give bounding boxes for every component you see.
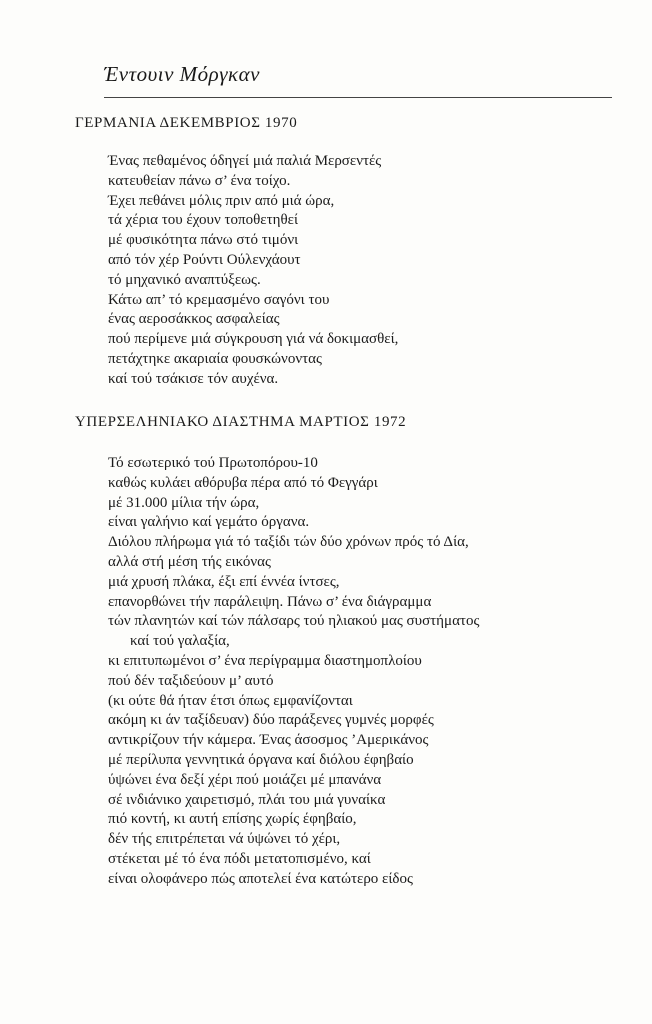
poem-line-indented: καί τού γαλαξία,: [130, 633, 230, 650]
poem-line: κατευθείαν πάνω σ’ ένα τοίχο.: [108, 172, 291, 189]
poem-line: πιό κοντή, κι αυτή επίσης χωρίς έφηβαίο,: [108, 811, 357, 828]
poem-line: Ένας πεθαμένος όδηγεί μιά παλιά Μερσεντές: [108, 153, 382, 169]
poem-line: κι επιτυπωμένοι σ’ ένα περίγραμμα διαστημοπλοίου: [108, 652, 422, 669]
poem-line: αντικρίζουν τήν κάμερα. Ένας άσοσμος ’Αμερικάνος: [108, 732, 429, 749]
poem-line: ένας αεροσάκκος ασφαλείας: [108, 311, 280, 328]
poem-line: από τόν χέρ Ρούντι Ούλενχάουτ: [108, 251, 301, 268]
poem-line: είναι ολοφάνερο πώς αποτελεί ένα κατώτερο είδος: [108, 870, 413, 887]
header-rule: [104, 97, 612, 98]
poem-stanza: [108, 454, 479, 909]
poem-line: σέ ινδιάνικο χαιρετισμό, πλάι του μιά γυναίκα: [108, 791, 386, 808]
poem-line: στέκεται μέ τό ένα πόδι μετατοπισμένο, καί: [108, 850, 371, 867]
poem-line: δέν τής επιτρέπεται νά ύψώνει τό χέρι,: [108, 831, 341, 848]
poem-line: τά χέρια του έχουν τοποθετηθεί: [108, 212, 298, 229]
poem-line: αλλά στή μέση τής εικόνας: [108, 553, 271, 570]
poem-line: καί τού τσάκισε τόν αυχένα.: [108, 370, 279, 387]
poem-section-title: ΓΕΡΜΑΝΙΑ ΔΕΚΕΜΒΡΙΟΣ 1970: [75, 115, 298, 131]
poem-line: Έχει πεθάνει μόλις πριν από μιά ώρα,: [108, 192, 335, 209]
poem-line: (κι ούτε θά ήταν έτσι όπως εμφανίζονται: [108, 692, 353, 709]
poem-line: πού δέν ταξιδεύουν μ’ αυτό: [108, 672, 274, 689]
poem-line: ακόμη κι άν ταξίδευαν) δύο παράξενες γυμνές μορφές: [108, 712, 434, 729]
poem-line: τό μηχανικό αναπτύξεως.: [108, 271, 261, 288]
poem-line: μέ περίλυπα γεννητικά όργανα καί διόλου έφηβαίο: [108, 751, 414, 768]
poem-line: πού περίμενε μιά σύγκρουση γιά νά δοκιμασθεί,: [108, 331, 399, 348]
running-head-author: Έντουιν Μόργκαν: [104, 62, 260, 86]
poem-line: [108, 890, 479, 910]
poem-line: μέ 31.000 μίλια τήν ώρα,: [108, 494, 260, 511]
poem-line: τών πλανητών καί τών πάλσαρς τού ηλιακού μας συστήματος: [108, 613, 480, 630]
poem-line: ύψώνει ένα δεξί χέρι πού μοιάζει μέ μπανάνα: [108, 771, 382, 788]
poem-line: Κάτω απ’ τό κρεμασμένο σαγόνι του: [108, 291, 330, 308]
poem-line: είναι γαλήνιο καί γεμάτο όργανα.: [108, 514, 310, 531]
poem-line: επανορθώνει τήν παράλειψη. Πάνω σ’ ένα διάγραμμα: [108, 593, 432, 610]
poem-line: καθώς κυλάει αθόρυβα πέρα από τό Φεγγάρι: [108, 474, 378, 491]
poem-line: Τό εσωτερικό τού Πρωτοπόρου-10: [108, 455, 318, 471]
poem-stanza: [108, 152, 398, 390]
poem-line: μιά χρυσή πλάκα, έξι επί έννέα ίντσες,: [108, 573, 340, 590]
poem-section-title: ΥΠΕΡΣΕΛΗΝΙΑΚΟ ΔΙΑΣΤΗΜΑ ΜΑΡΤΙΟΣ 1972: [75, 414, 407, 430]
poem-line: πετάχτηκε ακαριαία φουσκώνοντας: [108, 350, 322, 367]
poem-line: μέ φυσικότητα πάνω στό τιμόνι: [108, 232, 299, 249]
poem-line: Διόλου πλήρωμα γιά τό ταξίδι τών δύο χρόνων πρός τό Δία,: [108, 534, 469, 551]
